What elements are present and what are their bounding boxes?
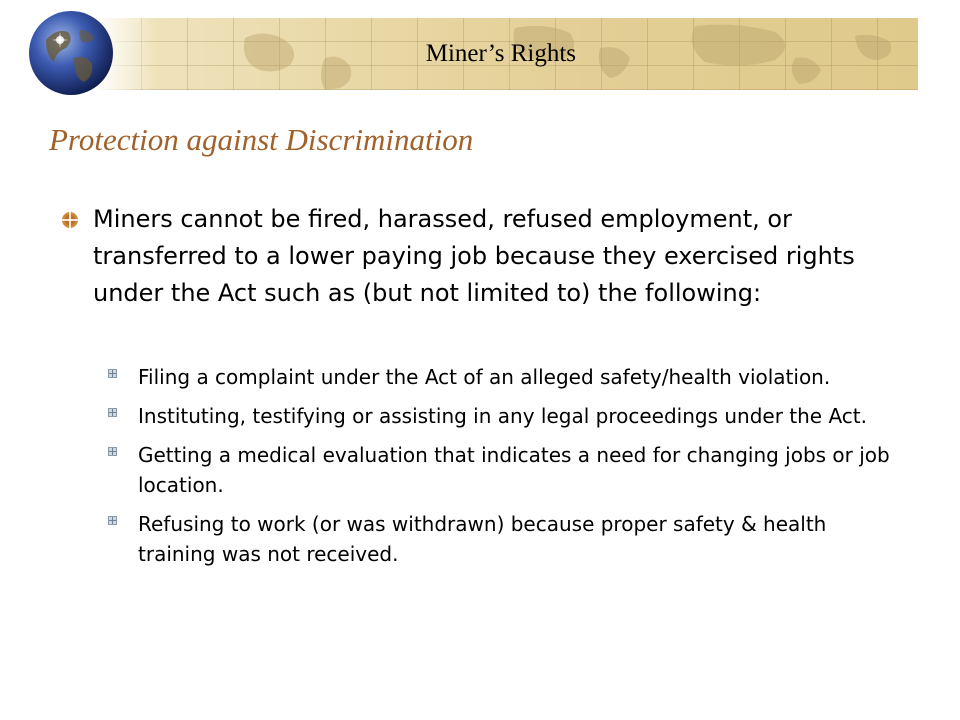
sub-bullet-text: Refusing to work (or was withdrawn) because proper safety & health training was not received. (138, 512, 827, 566)
square-bullet-icon (108, 408, 117, 417)
header-banner (95, 18, 918, 90)
main-bullet-text: Miners cannot be fired, harassed, refused employment, or transferred to a lower paying job because they exercised rights under the Act such as (but not limited to) the following: (93, 205, 855, 307)
slide-title: Protection against Discrimination (49, 122, 474, 157)
sub-bullet-item (108, 401, 908, 431)
sub-bullet-text: Filing a complaint under the Act of an alleged safety/health violation. (138, 365, 831, 389)
sub-bullet-item (108, 509, 908, 569)
square-bullet-icon (108, 369, 117, 378)
globe-icon (28, 10, 114, 96)
header-title: Miner’s Rights (425, 40, 576, 67)
sub-bullet-list (108, 362, 908, 578)
sub-bullet-text: Getting a medical evaluation that indicates a need for changing jobs or job location. (138, 443, 890, 497)
sub-bullet-text: Instituting, testifying or assisting in any legal proceedings under the Act. (138, 404, 867, 428)
square-bullet-icon (108, 516, 117, 525)
sub-bullet-item (108, 362, 908, 392)
square-bullet-icon (108, 447, 117, 456)
sub-bullet-item (108, 440, 908, 500)
compass-bullet-icon (61, 211, 79, 229)
